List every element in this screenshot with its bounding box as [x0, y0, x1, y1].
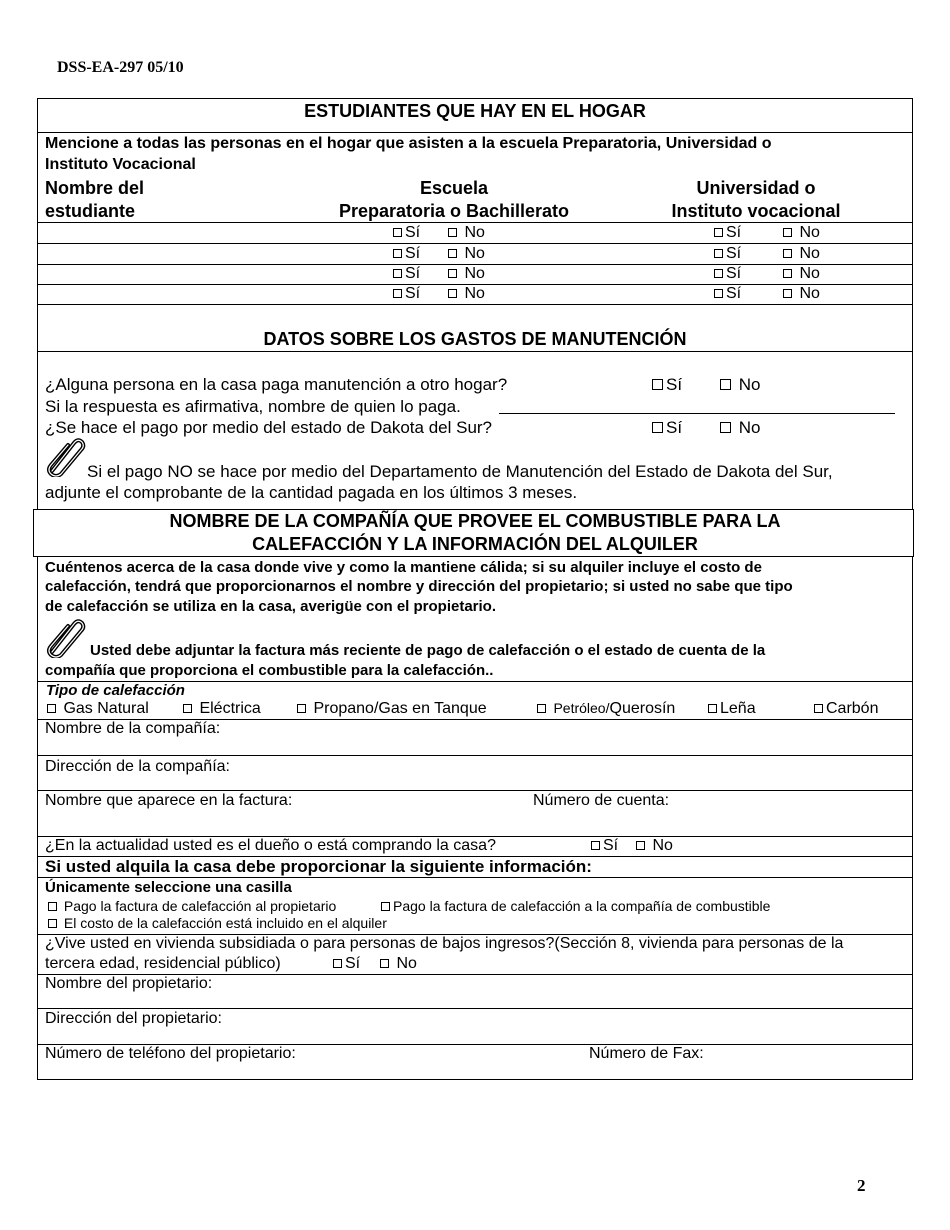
company-address-label: Dirección de la compañía:: [45, 758, 230, 775]
own-yes[interactable]: [591, 837, 618, 855]
subsidized-yes[interactable]: [333, 955, 360, 973]
option-label: Querosín: [609, 700, 676, 717]
type-propane[interactable]: [297, 700, 487, 718]
yes-label: Sí: [666, 418, 683, 437]
students-instruction-1: Mencione a todas las personas en el hogar que asisten a la escuela Preparatoria, Universidad o: [45, 135, 772, 152]
univ-no-1[interactable]: [783, 224, 820, 242]
checkbox[interactable]: [714, 289, 723, 298]
checkbox[interactable]: [720, 422, 731, 433]
checkbox[interactable]: [297, 704, 306, 713]
univ-yes-4[interactable]: [714, 285, 741, 303]
own-question: ¿En la actualidad usted es el dueño o está comprando la casa?: [45, 837, 496, 854]
bill-name-label: Nombre que aparece en la factura:: [45, 792, 293, 809]
yes-label: Sí: [726, 245, 742, 262]
no-label: No: [799, 285, 820, 302]
divider: [37, 877, 913, 878]
page-number: 2: [857, 1176, 866, 1195]
heating-note-1: Usted debe adjuntar la factura más reciente de pago de calefacción o el estado de cuenta de la: [90, 642, 766, 659]
support-q2-no[interactable]: [720, 418, 760, 438]
checkbox[interactable]: [652, 379, 663, 390]
support-q1-yes[interactable]: [652, 375, 682, 395]
checkbox[interactable]: [720, 379, 731, 390]
yes-label: Sí: [666, 375, 683, 394]
col-name-2: estudiante: [45, 201, 136, 221]
no-label: No: [799, 224, 820, 241]
checkbox[interactable]: [783, 249, 792, 258]
type-wood[interactable]: [708, 700, 756, 718]
school-yes-1[interactable]: [393, 224, 420, 242]
divider: [37, 755, 913, 756]
checkbox[interactable]: [381, 902, 390, 911]
support-q2: ¿Se hace el pago por medio del estado de Dakota del Sur?: [45, 418, 493, 437]
univ-no-3[interactable]: [783, 265, 820, 283]
school-no-3[interactable]: [448, 265, 485, 283]
subsidized-question-2: tercera edad, residencial público): [45, 955, 281, 972]
company-name-label: Nombre de la compañía:: [45, 720, 221, 737]
school-yes-3[interactable]: [393, 265, 420, 283]
yes-label: Sí: [726, 285, 742, 302]
option-label: Carbón: [826, 700, 879, 717]
fax-label: Número de Fax:: [589, 1045, 704, 1062]
option-label: Propano/Gas en Tanque: [313, 700, 487, 717]
heating-intro-3: de calefacción se utiliza en la casa, averigüe con el propietario.: [45, 598, 497, 615]
checkbox[interactable]: [448, 269, 457, 278]
landlord-name-label: Nombre del propietario:: [45, 975, 213, 992]
paperclip-icon: [44, 437, 86, 477]
subsidized-no[interactable]: [380, 955, 417, 973]
school-yes-4[interactable]: [393, 285, 420, 303]
opt-included[interactable]: [48, 915, 387, 931]
type-oil-kerosene[interactable]: [537, 700, 675, 718]
no-label: No: [799, 265, 820, 282]
yes-label: Sí: [345, 955, 361, 972]
checkbox[interactable]: [714, 249, 723, 258]
support-title: DATOS SOBRE LOS GASTOS DE MANUTENCIÓN: [263, 329, 687, 349]
support-q1-follow: Si la respuesta es afirmativa, nombre de quien lo paga.: [45, 397, 461, 416]
payer-name-line[interactable]: [499, 413, 895, 414]
support-q1: ¿Alguna persona en la casa paga manutención a otro hogar?: [45, 375, 508, 394]
no-label: No: [464, 265, 485, 282]
checkbox[interactable]: [636, 841, 645, 850]
divider: [37, 222, 913, 223]
own-no[interactable]: [636, 837, 673, 855]
select-one-label: Únicamente seleccione una casilla: [45, 879, 292, 896]
form-code: DSS-EA-297 05/10: [57, 59, 184, 76]
univ-yes-3[interactable]: [714, 265, 741, 283]
option-label: Pago la factura de calefacción al propietario: [63, 898, 337, 914]
yes-label: Sí: [405, 285, 421, 302]
divider: [37, 790, 913, 791]
col-school-1: Escuela: [419, 178, 489, 198]
univ-no-2[interactable]: [783, 245, 820, 263]
school-no-2[interactable]: [448, 245, 485, 263]
checkbox[interactable]: [380, 959, 389, 968]
type-coal[interactable]: [814, 700, 878, 718]
option-label: Leña: [720, 700, 756, 717]
support-note-2: adjunte el comprobante de la cantidad pagada en los últimos 3 meses.: [45, 483, 578, 502]
no-label: No: [396, 955, 417, 972]
students-instruction-2: Instituto Vocacional: [45, 156, 196, 173]
no-label: No: [738, 375, 761, 394]
checkbox[interactable]: [537, 704, 546, 713]
divider: [37, 132, 913, 133]
univ-yes-1[interactable]: [714, 224, 741, 242]
checkbox[interactable]: [652, 422, 663, 433]
divider: [37, 304, 913, 305]
checkbox[interactable]: [714, 228, 723, 237]
checkbox[interactable]: [708, 704, 717, 713]
checkbox[interactable]: [783, 269, 792, 278]
checkbox[interactable]: [393, 249, 402, 258]
school-yes-2[interactable]: [393, 245, 420, 263]
checkbox[interactable]: [591, 841, 600, 850]
checkbox[interactable]: [333, 959, 342, 968]
yes-label: Sí: [726, 224, 742, 241]
checkbox[interactable]: [393, 269, 402, 278]
yes-label: Sí: [405, 245, 421, 262]
checkbox[interactable]: [783, 228, 792, 237]
landlord-phone-label: Número de teléfono del propietario:: [45, 1045, 296, 1062]
checkbox[interactable]: [814, 704, 823, 713]
support-note-1: Si el pago NO se hace por medio del Departamento de Manutención del Estado de Dakota del Sur,: [87, 462, 833, 481]
heating-intro-1: Cuéntenos acerca de la casa donde vive y como la mantiene cálida; si su alquiler incluye el costo de: [45, 559, 762, 576]
no-label: No: [464, 285, 485, 302]
no-label: No: [464, 224, 485, 241]
col-univ-1: Universidad o: [696, 178, 816, 198]
checkbox[interactable]: [448, 249, 457, 258]
checkbox[interactable]: [183, 704, 192, 713]
divider: [37, 351, 913, 352]
type-natural-gas[interactable]: [47, 700, 149, 718]
no-label: No: [738, 418, 761, 437]
yes-label: Sí: [405, 224, 421, 241]
type-electric[interactable]: [183, 700, 261, 718]
opt-pay-landlord[interactable]: [48, 898, 336, 914]
table-row-divider: [37, 243, 913, 244]
checkbox[interactable]: [393, 228, 402, 237]
checkbox[interactable]: [393, 289, 402, 298]
checkbox[interactable]: [48, 902, 57, 911]
univ-yes-2[interactable]: [714, 245, 741, 263]
no-label: No: [464, 245, 485, 262]
col-name-1: Nombre del: [45, 178, 145, 198]
yes-label: Sí: [405, 265, 421, 282]
col-univ-2: Instituto vocacional: [671, 201, 841, 221]
checkbox[interactable]: [714, 269, 723, 278]
option-label: Pago la factura de calefacción a la compañía de combustible: [393, 898, 771, 914]
checkbox[interactable]: [783, 289, 792, 298]
subsidized-question-1: ¿Vive usted en vivienda subsidiada o para personas de bajos ingresos?(Sección 8, vivienda para personas de la: [45, 935, 844, 952]
heating-intro-2: calefacción, tendrá que proporcionarnos el nombre y dirección del propietario; si usted no sabe que tipo: [45, 578, 793, 595]
landlord-address-label: Dirección del propietario:: [45, 1010, 222, 1027]
support-q1-no[interactable]: [720, 375, 760, 395]
col-school-2: Preparatoria o Bachillerato: [338, 201, 570, 221]
yes-label: Sí: [603, 837, 619, 854]
support-q2-yes[interactable]: [652, 418, 682, 438]
checkbox[interactable]: [47, 704, 56, 713]
account-number-label: Número de cuenta:: [533, 792, 670, 809]
no-label: No: [799, 245, 820, 262]
school-no-4[interactable]: [448, 285, 485, 303]
option-label: Gas Natural: [63, 700, 149, 717]
heating-title-2: CALEFACCIÓN Y LA INFORMACIÓN DEL ALQUILER: [252, 534, 698, 554]
school-no-1[interactable]: [448, 224, 485, 242]
option-label: Petróleo/: [553, 700, 610, 716]
checkbox[interactable]: [48, 919, 57, 928]
students-title: ESTUDIANTES QUE HAY EN EL HOGAR: [304, 101, 646, 121]
divider: [37, 1008, 913, 1009]
checkbox[interactable]: [448, 289, 457, 298]
option-label: El costo de la calefacción está incluido en el alquiler: [63, 915, 387, 931]
option-label: Eléctrica: [199, 700, 261, 717]
univ-no-4[interactable]: [783, 285, 820, 303]
heating-note-2: compañía que proporciona el combustible para la calefacción..: [45, 662, 494, 679]
checkbox[interactable]: [448, 228, 457, 237]
paperclip-icon: [44, 618, 86, 658]
rent-header: Si usted alquila la casa debe proporcionar la siguiente información:: [45, 857, 592, 876]
opt-pay-company[interactable]: [381, 898, 770, 914]
heating-title-1: NOMBRE DE LA COMPAÑÍA QUE PROVEE EL COMBUSTIBLE PARA LA: [169, 511, 781, 531]
heating-type-label: Tipo de calefacción: [46, 682, 185, 699]
yes-label: Sí: [726, 265, 742, 282]
no-label: No: [652, 837, 673, 854]
